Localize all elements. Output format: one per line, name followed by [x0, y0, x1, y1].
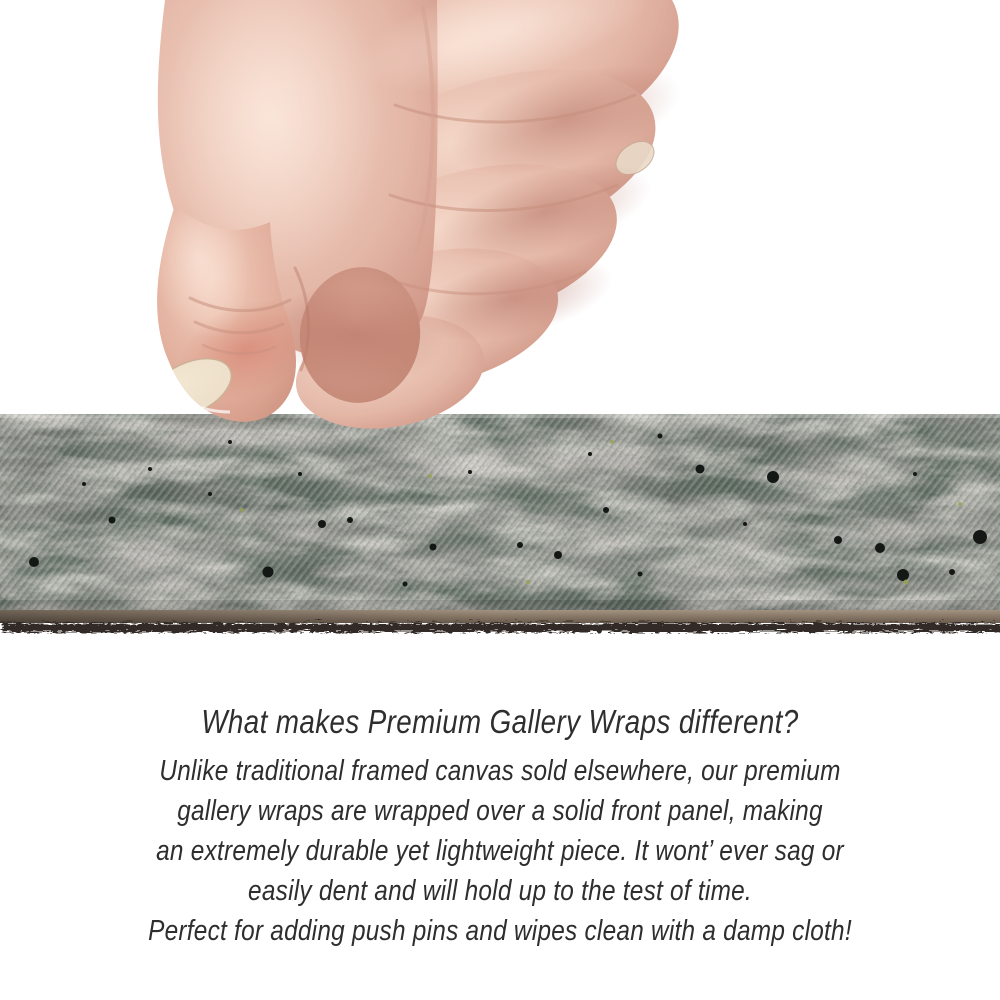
body-line: an extremely durable yet lightweight piece. It wont’ ever sag or — [156, 835, 844, 867]
canvas-bottom-edge — [0, 600, 1000, 630]
body-line: gallery wraps are wrapped over a solid front panel, making — [177, 795, 823, 827]
canvas-strip — [0, 414, 1000, 634]
gallery-wrap-canvas-edge-icon — [0, 414, 1000, 634]
body-line: easily dent and will hold up to the test of time. — [248, 875, 752, 907]
hand-fist-thumb-icon — [105, 0, 705, 445]
hand-illustration — [105, 0, 705, 445]
body-line: Perfect for adding push pins and wipes clean with a damp cloth! — [148, 915, 852, 947]
marketing-copy — [80, 700, 920, 951]
headline: What makes Premium Gallery Wraps different? — [201, 703, 799, 740]
body-line: Unlike traditional framed canvas sold elsewhere, our premium — [159, 755, 841, 787]
